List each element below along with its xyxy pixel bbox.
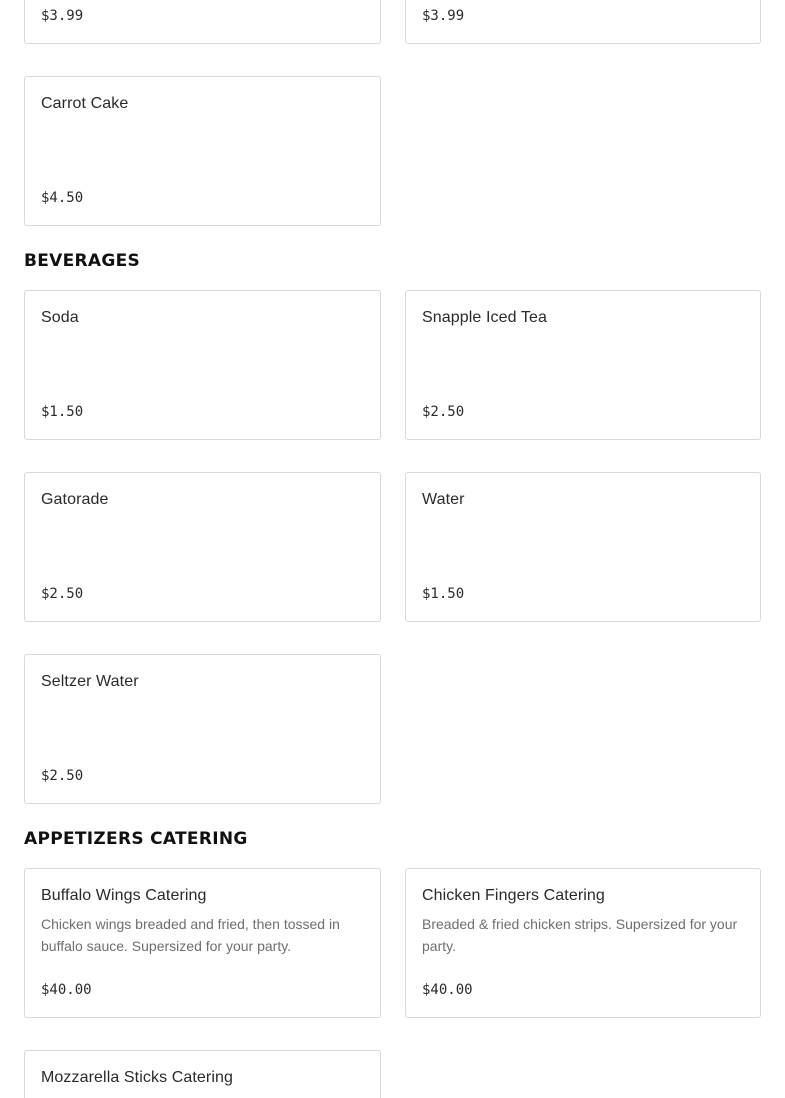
item-name: Soda xyxy=(41,309,79,326)
menu-item-card[interactable] xyxy=(405,0,761,44)
item-description: Chicken wings breaded and fried, then tossed in buffalo sauce. Supersized for your party. xyxy=(41,916,340,954)
item-price: $2.50 xyxy=(41,586,84,602)
item-name: Gatorade xyxy=(41,491,109,508)
item-price: $1.50 xyxy=(422,586,465,602)
item-price: $4.50 xyxy=(41,190,84,206)
item-price: $1.50 xyxy=(41,404,84,420)
menu-item-card-carrot-cake[interactable] xyxy=(24,76,381,226)
menu-item-card-chicken-fingers-catering[interactable] xyxy=(405,868,761,1018)
menu-item-card[interactable] xyxy=(24,0,381,44)
item-description: Breaded & fried chicken strips. Supersized for your party. xyxy=(422,916,738,954)
menu-item-card-buffalo-wings-catering[interactable] xyxy=(24,868,381,1018)
section-title-beverages: BEVERAGES xyxy=(24,251,141,271)
menu-item-card-snapple-iced-tea[interactable] xyxy=(405,290,761,440)
item-name: Buffalo Wings Catering xyxy=(41,887,207,904)
menu-item-card-soda[interactable] xyxy=(24,290,381,440)
item-price: $2.50 xyxy=(422,404,465,420)
item-price: $40.00 xyxy=(41,982,92,998)
item-price: $2.50 xyxy=(41,768,84,784)
menu-item-card-seltzer-water[interactable] xyxy=(24,654,381,804)
item-name: Seltzer Water xyxy=(41,673,139,690)
menu-item-card-water[interactable] xyxy=(405,472,761,622)
item-price: $3.99 xyxy=(422,8,465,24)
item-name: Carrot Cake xyxy=(41,95,129,112)
section-title-appetizers-catering: APPETIZERS CATERING xyxy=(24,829,248,849)
item-name: Water xyxy=(422,491,465,508)
item-name: Chicken Fingers Catering xyxy=(422,887,605,904)
menu-item-card-mozzarella-sticks-catering[interactable] xyxy=(24,1050,381,1098)
item-name: Mozzarella Sticks Catering xyxy=(41,1069,233,1086)
item-price: $40.00 xyxy=(422,982,473,998)
item-price: $3.99 xyxy=(41,8,84,24)
menu-item-card-gatorade[interactable] xyxy=(24,472,381,622)
item-name: Snapple Iced Tea xyxy=(422,309,547,326)
